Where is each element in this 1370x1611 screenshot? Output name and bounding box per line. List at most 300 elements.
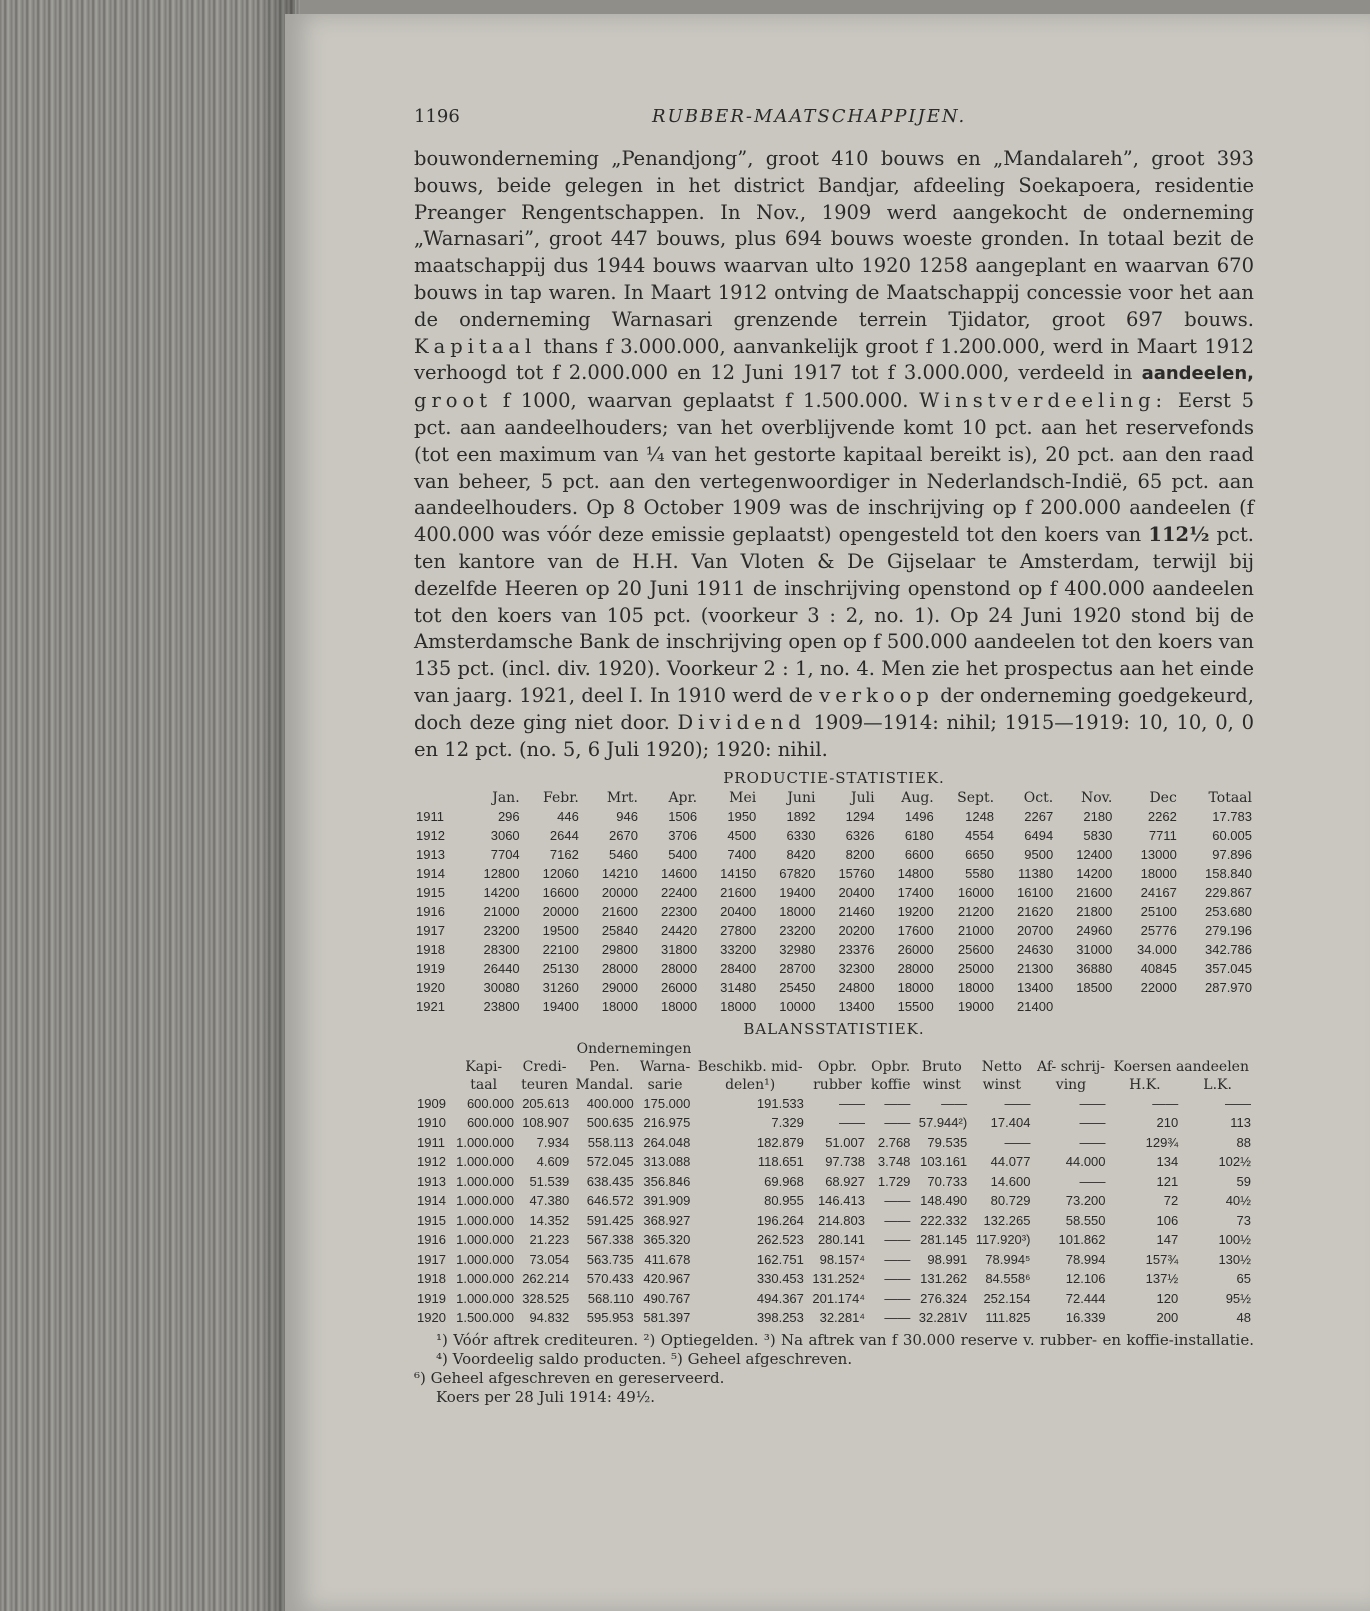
table-cell: 26000 bbox=[897, 941, 934, 957]
table-cell: 28000 bbox=[660, 960, 698, 976]
table-cell: 132.265 bbox=[983, 1212, 1031, 1228]
table-cell: 51.539 bbox=[529, 1173, 570, 1189]
table-cell: 15500 bbox=[897, 998, 934, 1014]
table-row bbox=[414, 1289, 1254, 1309]
table-cell: 568.110 bbox=[587, 1290, 634, 1306]
table-cell: 18000 bbox=[957, 979, 995, 995]
table-cell: 95½ bbox=[1225, 1290, 1251, 1306]
table-cell: 1248 bbox=[965, 808, 995, 824]
table-cell: 27800 bbox=[720, 922, 757, 938]
aandeelen-label: aandeelen, bbox=[1141, 363, 1255, 385]
text-run: thans f 3.000.000, aanvankelijk groot f 1.200.000, werd in Maart 1912 verhoogd tot f 2.000.000 en 12 Juni 1917 tot f 3.000.000, verdeeld in bbox=[414, 334, 1255, 385]
table-cell: 2644 bbox=[549, 827, 579, 843]
column-header: Nov. bbox=[1080, 790, 1113, 807]
column-header: koffie bbox=[870, 1077, 911, 1094]
table-cell: 28700 bbox=[779, 960, 816, 976]
table-cell: 14150 bbox=[720, 865, 757, 881]
text-run: bouwonderneming „Penandjong”, groot 410 bouws en „Mandalareh”, groot 393 bouws, beide gelegen in het district Bandjar, afdeeling Soekapoera, residentie Preanger Rengentschappen. In Nov., 1909 werd aangekocht de onderneming „Warnasari”, groot 447 bouws, plus 694 bouws woeste gronden. In totaal bezit de maatschappij dus 1944 bouws waarvan ulto 1920 1258 aangeplant en waarvan 670 bouws in tap waren. In Maart 1912 ontving de Maatschappij concessie voor het aan de onderneming Warnasari grenzende terrein Tjidator, groot 697 bouws. bbox=[414, 147, 1254, 331]
year-cell: 1912 bbox=[417, 1154, 446, 1170]
kapitaal-label: Kapitaal bbox=[414, 334, 537, 358]
table-cell: —— bbox=[838, 1115, 865, 1131]
column-header: Opbr. bbox=[817, 1059, 857, 1076]
table-row bbox=[414, 883, 1254, 902]
table-cell: 1.000.000 bbox=[456, 1134, 514, 1150]
balance-header-bottom bbox=[414, 1076, 1254, 1094]
table-cell: 182.879 bbox=[756, 1134, 804, 1150]
table-cell: 22000 bbox=[1140, 979, 1177, 995]
table-cell: 201.174⁴ bbox=[812, 1290, 865, 1306]
table-cell: 44.000 bbox=[1065, 1154, 1106, 1170]
table-cell: 148.490 bbox=[920, 1193, 968, 1209]
table-cell: 78.994 bbox=[1065, 1251, 1106, 1267]
column-header: Apr. bbox=[668, 790, 698, 807]
column-header: Dec bbox=[1149, 790, 1177, 807]
column-header: teuren bbox=[521, 1077, 569, 1094]
table-cell: 28000 bbox=[601, 960, 638, 976]
table-cell: 494.367 bbox=[756, 1290, 804, 1306]
column-header: Juni bbox=[787, 790, 816, 807]
table-cell: 20000 bbox=[601, 884, 638, 900]
table-row bbox=[414, 1231, 1254, 1251]
table-cell: —— bbox=[884, 1271, 911, 1287]
table-cell: 175.000 bbox=[643, 1095, 691, 1111]
year-cell: 1909 bbox=[417, 1095, 446, 1111]
table-cell: 3060 bbox=[490, 827, 520, 843]
table-cell: 17.783 bbox=[1212, 808, 1252, 824]
table-cell: 7400 bbox=[727, 846, 757, 862]
table-cell: 22100 bbox=[542, 941, 579, 957]
table-cell: 17400 bbox=[897, 884, 934, 900]
table-cell: 600.000 bbox=[466, 1115, 514, 1131]
table-row bbox=[414, 826, 1254, 845]
table-cell: —— bbox=[884, 1193, 911, 1209]
column-header bbox=[414, 789, 463, 807]
table-cell: 1.000.000 bbox=[456, 1290, 514, 1306]
year-cell: 1911 bbox=[417, 1134, 445, 1150]
year-cell: 1916 bbox=[416, 903, 445, 919]
column-header: Totaal bbox=[1208, 790, 1252, 807]
table-row bbox=[414, 1250, 1254, 1270]
table-cell: 262.523 bbox=[756, 1232, 804, 1248]
verkoop-label: verkoop bbox=[819, 683, 934, 707]
table-cell: 40½ bbox=[1225, 1193, 1251, 1209]
year-cell: 1913 bbox=[416, 846, 445, 862]
column-header: Opbr. bbox=[871, 1059, 911, 1076]
table-cell: 59 bbox=[1236, 1173, 1251, 1189]
balance-header-top bbox=[414, 1058, 1254, 1076]
table-cell: 1.000.000 bbox=[456, 1173, 514, 1189]
production-table bbox=[414, 789, 1254, 1016]
table-cell: 591.425 bbox=[586, 1212, 634, 1228]
column-header: Pen. bbox=[589, 1059, 620, 1076]
table-cell: 570.433 bbox=[586, 1271, 634, 1287]
table-cell: 25000 bbox=[957, 960, 995, 976]
table-cell: 7704 bbox=[490, 846, 520, 862]
table-cell: 120 bbox=[1156, 1290, 1179, 1306]
table-cell: 67820 bbox=[779, 865, 816, 881]
table-cell: —— bbox=[941, 1095, 968, 1111]
table-cell: 18000 bbox=[1140, 865, 1177, 881]
table-cell: 31000 bbox=[1076, 941, 1113, 957]
table-cell: 19500 bbox=[542, 922, 579, 938]
table-cell: 646.572 bbox=[586, 1193, 634, 1209]
table-cell bbox=[1179, 997, 1254, 1016]
table-cell: 18000 bbox=[601, 998, 638, 1014]
column-header: taal bbox=[470, 1077, 498, 1094]
table-cell: 558.113 bbox=[587, 1134, 634, 1150]
table-cell: 6180 bbox=[904, 827, 934, 843]
table-cell: 5580 bbox=[965, 865, 995, 881]
column-header: H.K. bbox=[1129, 1077, 1161, 1094]
column-header bbox=[414, 1058, 450, 1076]
table-cell: 567.338 bbox=[586, 1232, 634, 1248]
column-header: Aug. bbox=[901, 790, 934, 807]
column-header: Mrt. bbox=[606, 790, 638, 807]
table-cell: 20400 bbox=[720, 903, 757, 919]
table-cell: 146.413 bbox=[817, 1193, 865, 1209]
table-cell: —— bbox=[1004, 1134, 1031, 1150]
table-cell: 18000 bbox=[779, 903, 816, 919]
table-cell: 33200 bbox=[720, 941, 757, 957]
table-cell: 21800 bbox=[1076, 903, 1113, 919]
table-cell: 21400 bbox=[1017, 998, 1054, 1014]
table-cell: 21600 bbox=[601, 903, 638, 919]
table-cell: 14.600 bbox=[990, 1173, 1031, 1189]
table-cell: 572.045 bbox=[586, 1154, 634, 1170]
table-cell: 13400 bbox=[1017, 979, 1054, 995]
table-row bbox=[414, 940, 1254, 959]
year-cell: 1920 bbox=[417, 1310, 446, 1326]
column-header: Netto bbox=[981, 1059, 1022, 1076]
table-cell: 25100 bbox=[1140, 903, 1177, 919]
table-cell: 14210 bbox=[601, 865, 638, 881]
table-cell: 24420 bbox=[660, 922, 698, 938]
table-cell: 12.106 bbox=[1065, 1271, 1106, 1287]
table-cell: 162.751 bbox=[756, 1251, 804, 1267]
table-cell bbox=[1055, 997, 1114, 1016]
column-header: winst bbox=[922, 1077, 961, 1094]
table-cell: 65 bbox=[1236, 1271, 1251, 1287]
table-cell: 24960 bbox=[1076, 922, 1113, 938]
footnote-koers: Koers per 28 Juli 1914: 49½. bbox=[436, 1388, 656, 1407]
year-cell: 1912 bbox=[416, 827, 445, 843]
column-header: Credi- bbox=[522, 1059, 567, 1076]
table-cell: 14200 bbox=[483, 884, 520, 900]
table-cell: 103.161 bbox=[920, 1154, 968, 1170]
balance-caption: BALANSSTATISTIEK. bbox=[743, 1020, 925, 1039]
table-cell: 17.404 bbox=[990, 1115, 1031, 1131]
table-row bbox=[414, 1133, 1254, 1153]
table-cell: 5460 bbox=[609, 846, 638, 862]
table-cell: 24630 bbox=[1017, 941, 1054, 957]
table-cell: 7.934 bbox=[536, 1134, 570, 1150]
column-header: Mei bbox=[729, 790, 757, 807]
table-cell: —— bbox=[1079, 1173, 1106, 1189]
year-cell: 1918 bbox=[417, 1271, 446, 1287]
year-cell: 1911 bbox=[416, 808, 444, 824]
table-cell: 22300 bbox=[660, 903, 698, 919]
table-cell: 18000 bbox=[720, 998, 757, 1014]
year-cell: 1914 bbox=[417, 1193, 446, 1209]
year-cell: 1921 bbox=[416, 998, 445, 1014]
table-cell: 1.500.000 bbox=[456, 1310, 514, 1326]
table-cell: 24167 bbox=[1140, 884, 1177, 900]
table-cell: 25840 bbox=[601, 922, 638, 938]
table-cell: 2180 bbox=[1083, 808, 1113, 824]
table-cell: 79.535 bbox=[927, 1134, 968, 1150]
table-cell: 26000 bbox=[660, 979, 698, 995]
blank-cell bbox=[414, 1040, 517, 1058]
table-cell: 14200 bbox=[1076, 865, 1113, 881]
table-cell: 23200 bbox=[779, 922, 816, 938]
table-cell: 279.196 bbox=[1205, 922, 1252, 938]
table-cell: 16600 bbox=[542, 884, 579, 900]
table-cell: 18500 bbox=[1076, 979, 1113, 995]
table-cell: 137½ bbox=[1145, 1271, 1179, 1287]
table-cell: 20700 bbox=[1017, 922, 1054, 938]
table-cell: 16100 bbox=[1017, 884, 1054, 900]
table-cell: 191.533 bbox=[756, 1095, 804, 1111]
table-cell: 6600 bbox=[904, 846, 934, 862]
balance-table bbox=[414, 1040, 1254, 1328]
table-cell: 21200 bbox=[957, 903, 995, 919]
table-cell: 2670 bbox=[609, 827, 638, 843]
table-cell bbox=[1114, 997, 1178, 1016]
table-cell: 1892 bbox=[786, 808, 816, 824]
table-cell: 72.444 bbox=[1065, 1290, 1106, 1306]
table-row bbox=[414, 807, 1254, 826]
table-cell: —— bbox=[884, 1232, 911, 1248]
table-cell: 25776 bbox=[1140, 922, 1177, 938]
balance-group-row bbox=[414, 1040, 1254, 1058]
table-cell: 21000 bbox=[957, 922, 995, 938]
table-cell: 4500 bbox=[727, 827, 757, 843]
table-cell: 13000 bbox=[1140, 846, 1177, 862]
table-cell: 121 bbox=[1156, 1173, 1179, 1189]
year-cell: 1917 bbox=[416, 922, 445, 938]
table-cell: 1.000.000 bbox=[456, 1251, 514, 1267]
table-cell: 9500 bbox=[1024, 846, 1054, 862]
table-row bbox=[414, 1153, 1254, 1173]
production-body bbox=[414, 807, 1254, 1016]
year-cell: 1915 bbox=[417, 1212, 446, 1228]
table-cell: 102½ bbox=[1218, 1154, 1251, 1170]
table-cell: —— bbox=[884, 1251, 911, 1267]
table-cell: 1.729 bbox=[877, 1173, 911, 1189]
column-header: Mandal. bbox=[575, 1077, 634, 1094]
table-cell: 600.000 bbox=[466, 1095, 514, 1111]
table-cell: 287.970 bbox=[1205, 979, 1252, 995]
table-cell: 130½ bbox=[1218, 1251, 1251, 1267]
table-cell: 147 bbox=[1156, 1232, 1179, 1248]
table-cell: 1950 bbox=[727, 808, 757, 824]
table-row bbox=[414, 1211, 1254, 1231]
table-cell: 23800 bbox=[483, 998, 520, 1014]
table-cell: 20200 bbox=[838, 922, 875, 938]
table-cell: 29000 bbox=[601, 979, 638, 995]
table-cell: —— bbox=[1152, 1095, 1179, 1111]
table-cell: 16.339 bbox=[1065, 1310, 1106, 1326]
year-cell: 1914 bbox=[416, 865, 445, 881]
table-cell: 134 bbox=[1156, 1154, 1179, 1170]
blank-cell bbox=[693, 1040, 1254, 1058]
table-cell: 117.920³) bbox=[975, 1232, 1031, 1248]
table-cell: —— bbox=[838, 1095, 865, 1111]
table-cell: 14600 bbox=[660, 865, 698, 881]
text-run: Eerst 5 pct. aan aandeelhouders; van het overblijvende komt 10 pct. aan het reservefonds (tot een maximum van ¼ van het gestorte kapitaal bereikt is), 20 pct. aan den raad van beheer, 5 pct. aan den vertegenwoordiger in Nederlandsch-Indië, 65 pct. aan aandeelhouders. Op 8 October 1909 was de inschrijving op f 200.000 aandeelen (f 400.000 was vóór deze emissie geplaatst) opengesteld tot den koers van bbox=[414, 389, 1255, 547]
column-header: winst bbox=[982, 1077, 1021, 1094]
table-cell: 101.862 bbox=[1058, 1232, 1106, 1248]
table-cell: —— bbox=[884, 1095, 911, 1111]
table-cell: 100½ bbox=[1218, 1232, 1251, 1248]
table-cell: 1.000.000 bbox=[456, 1212, 514, 1228]
table-cell: 8420 bbox=[786, 846, 816, 862]
table-cell: 262.214 bbox=[522, 1271, 570, 1287]
table-cell: 216.975 bbox=[643, 1115, 691, 1131]
table-cell: 446 bbox=[557, 808, 579, 824]
table-cell: 6326 bbox=[845, 827, 875, 843]
table-cell: 330.453 bbox=[756, 1271, 804, 1287]
table-cell: 108.907 bbox=[522, 1115, 570, 1131]
table-cell: 31260 bbox=[542, 979, 579, 995]
table-row bbox=[414, 978, 1254, 997]
table-cell: —— bbox=[884, 1115, 911, 1131]
year-cell: 1916 bbox=[417, 1232, 446, 1248]
table-cell: 400.000 bbox=[586, 1095, 634, 1111]
table-cell: 29800 bbox=[601, 941, 638, 957]
table-cell: 264.048 bbox=[643, 1134, 691, 1150]
table-cell: 313.088 bbox=[643, 1154, 691, 1170]
table-cell: 73.200 bbox=[1065, 1193, 1106, 1209]
table-cell: 1.000.000 bbox=[456, 1154, 514, 1170]
text-run: der onderneming goedgekeurd, doch deze ging niet door. bbox=[414, 683, 1254, 734]
text-run: 1909—1914: nihil; 1915—1919: 10, 10, 0, 0 en 12 pct. (no. 5, 6 Juli 1920); 1920: nihil. bbox=[414, 710, 1255, 761]
table-cell: 23200 bbox=[483, 922, 520, 938]
table-cell: —— bbox=[884, 1310, 911, 1326]
table-row bbox=[414, 845, 1254, 864]
table-cell: 129¾ bbox=[1145, 1134, 1179, 1150]
table-cell: 638.435 bbox=[586, 1173, 634, 1189]
table-cell: 31480 bbox=[720, 979, 757, 995]
table-cell: 28000 bbox=[897, 960, 934, 976]
table-cell: 131.262 bbox=[920, 1271, 968, 1287]
table-cell: 196.264 bbox=[756, 1212, 804, 1228]
table-cell: 21600 bbox=[1076, 884, 1113, 900]
table-row bbox=[414, 902, 1254, 921]
table-cell: 28300 bbox=[483, 941, 520, 957]
table-cell: 26440 bbox=[483, 960, 520, 976]
table-cell: 4.609 bbox=[536, 1154, 570, 1170]
table-cell: 17600 bbox=[897, 922, 934, 938]
table-cell: 32980 bbox=[779, 941, 816, 957]
table-cell: 252.154 bbox=[983, 1290, 1031, 1306]
table-cell: 411.678 bbox=[644, 1251, 691, 1267]
table-cell: 25600 bbox=[957, 941, 995, 957]
table-cell: 80.955 bbox=[764, 1193, 804, 1209]
column-header: rubber bbox=[813, 1077, 862, 1094]
table-cell: 296 bbox=[497, 808, 520, 824]
year-cell: 1913 bbox=[417, 1173, 446, 1189]
table-cell: 368.927 bbox=[643, 1212, 691, 1228]
footnote: ⁶) Geheel afgeschreven en gereserveerd. bbox=[414, 1369, 725, 1388]
column-header: Juli bbox=[851, 790, 875, 807]
table-cell: 70.733 bbox=[927, 1173, 968, 1189]
table-cell: 73.054 bbox=[529, 1251, 570, 1267]
table-cell: 94.832 bbox=[529, 1310, 570, 1326]
body-paragraph bbox=[414, 146, 1254, 763]
column-header: sarie bbox=[647, 1077, 683, 1094]
table-cell: 19000 bbox=[957, 998, 995, 1014]
table-cell: 7162 bbox=[549, 846, 579, 862]
production-header-row bbox=[414, 789, 1254, 807]
table-cell: 14.352 bbox=[529, 1212, 570, 1228]
table-cell: 365.320 bbox=[643, 1232, 691, 1248]
table-cell: 19400 bbox=[779, 884, 816, 900]
table-cell: 4554 bbox=[965, 827, 995, 843]
table-cell: 98.991 bbox=[927, 1251, 968, 1267]
table-cell: 214.803 bbox=[817, 1212, 865, 1228]
table-cell: 118.651 bbox=[757, 1154, 804, 1170]
table-cell: —— bbox=[1079, 1134, 1106, 1150]
table-cell: 57.944²) bbox=[918, 1115, 968, 1131]
column-header bbox=[414, 1076, 450, 1094]
table-cell: 205.613 bbox=[522, 1095, 570, 1111]
table-cell: 1.000.000 bbox=[456, 1232, 514, 1248]
table-cell: 1496 bbox=[904, 808, 934, 824]
table-cell: 21600 bbox=[720, 884, 757, 900]
table-cell: 28400 bbox=[720, 960, 757, 976]
table-row bbox=[414, 864, 1254, 883]
table-cell: 25130 bbox=[542, 960, 579, 976]
winstverdeeling-label: Winstverdeeling: bbox=[919, 389, 1168, 413]
table-cell: 490.767 bbox=[643, 1290, 691, 1306]
table-cell: 8200 bbox=[845, 846, 875, 862]
table-cell: 328.525 bbox=[522, 1290, 570, 1306]
table-cell: 19200 bbox=[897, 903, 934, 919]
table-cell: 2.768 bbox=[877, 1134, 911, 1150]
dividend-label: Dividend bbox=[677, 710, 806, 734]
table-cell: 581.397 bbox=[643, 1310, 691, 1326]
table-cell: 157¾ bbox=[1145, 1251, 1179, 1267]
footnote: ¹) Vóór aftrek crediteuren. ²) Optiegelden. ³) Na aftrek van f 30.000 reserve v. rubber- en koffie-installatie. ⁴) Voordeelig saldo producten. ⁵) Geheel afgeschreven. bbox=[436, 1331, 1254, 1369]
table-cell: 12800 bbox=[483, 865, 520, 881]
year-cell: 1919 bbox=[417, 1290, 446, 1306]
table-cell: 1506 bbox=[668, 808, 698, 824]
table-row bbox=[414, 959, 1254, 978]
table-cell: 6650 bbox=[965, 846, 995, 862]
page-number: 1196 bbox=[414, 106, 460, 127]
table-cell: 22400 bbox=[660, 884, 698, 900]
table-cell: 5400 bbox=[668, 846, 698, 862]
table-cell: 40845 bbox=[1140, 960, 1177, 976]
table-cell: 36880 bbox=[1076, 960, 1113, 976]
body-text bbox=[414, 146, 1254, 763]
table-cell: —— bbox=[884, 1290, 911, 1306]
table-cell: 11380 bbox=[1018, 865, 1054, 881]
table-cell: 20000 bbox=[542, 903, 579, 919]
year-cell: 1910 bbox=[417, 1115, 446, 1131]
table-cell: 21300 bbox=[1017, 960, 1054, 976]
table-cell: 32.281⁴ bbox=[819, 1310, 865, 1326]
table-cell: 18000 bbox=[660, 998, 698, 1014]
table-cell: 276.324 bbox=[920, 1290, 968, 1306]
column-header: ving bbox=[1055, 1077, 1087, 1094]
table-cell: 16000 bbox=[957, 884, 995, 900]
table-cell: 78.994⁵ bbox=[985, 1251, 1031, 1267]
table-cell: 500.635 bbox=[586, 1115, 634, 1131]
year-cell: 1919 bbox=[416, 960, 445, 976]
table-row bbox=[414, 1270, 1254, 1290]
